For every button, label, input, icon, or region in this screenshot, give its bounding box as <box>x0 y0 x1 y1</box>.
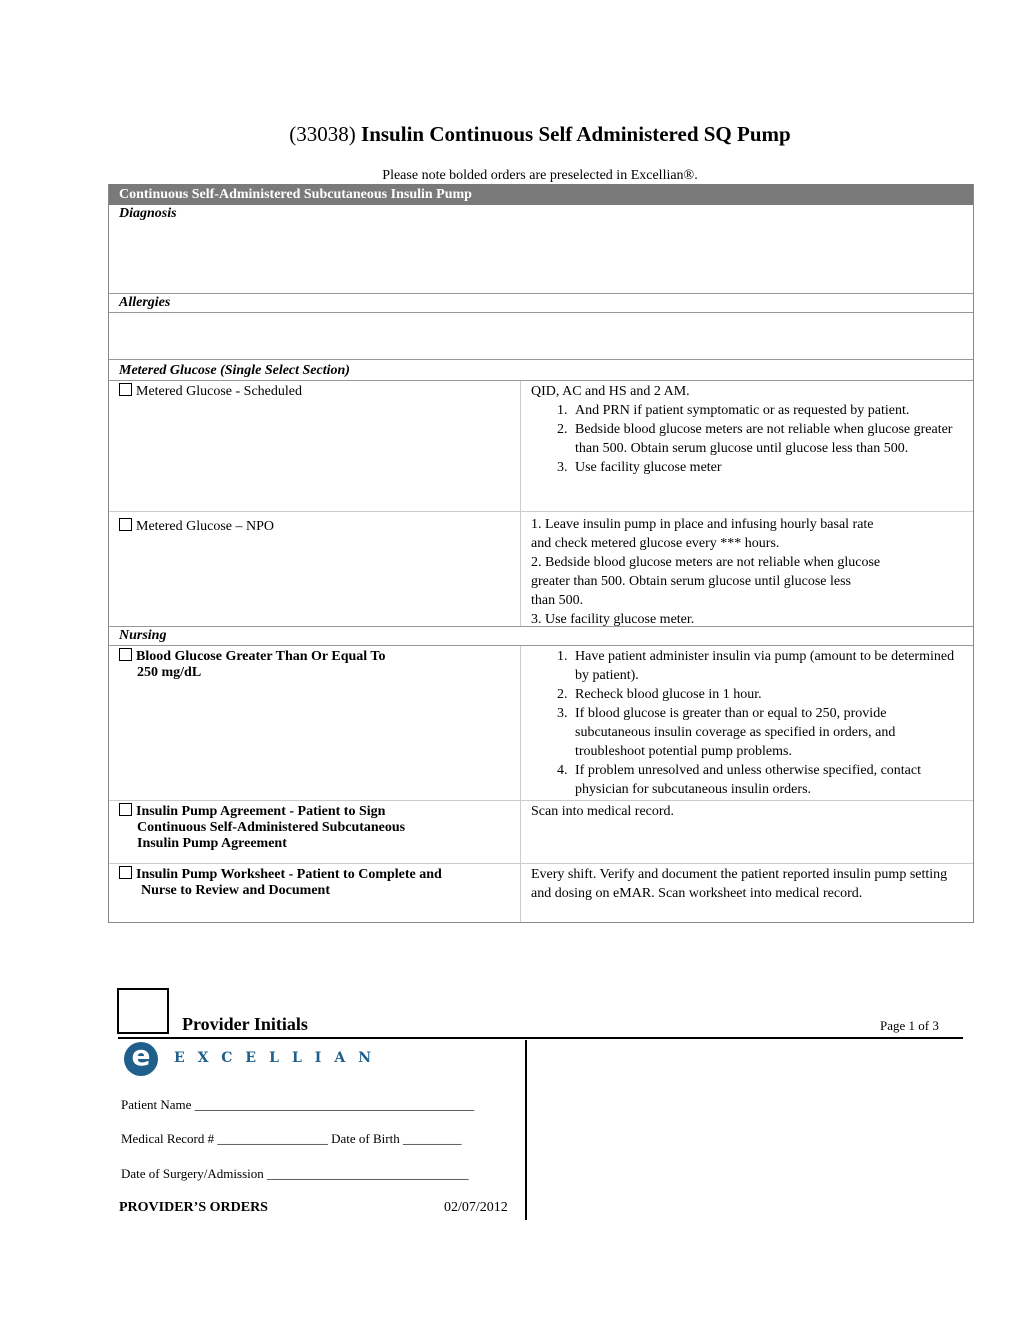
page-title <box>0 122 1020 147</box>
metered-glucose-header <box>109 360 973 381</box>
worksheet-option[interactable] <box>109 864 521 922</box>
list-item: 1. And PRN if patient symptomatic or as requested by patient. <box>571 401 963 420</box>
scheduled-option[interactable] <box>109 381 521 511</box>
scheduled-intro: QID, AC and HS and 2 AM. <box>531 384 690 399</box>
allergies-row <box>109 294 973 313</box>
list-item: greater than 500. Obtain serum glucose until glucose less <box>531 574 851 589</box>
medical-record-field[interactable]: Medical Record # _________________ Date of Birth _________ <box>121 1131 462 1146</box>
agreement-label-2: Continuous Self-Administered Subcutaneous <box>137 820 406 835</box>
vertical-divider <box>525 1040 527 1220</box>
list-item: than 500. <box>531 593 584 608</box>
npo-option[interactable] <box>109 512 521 626</box>
checkbox[interactable] <box>119 648 132 661</box>
worksheet-row <box>109 864 973 922</box>
checkbox[interactable] <box>119 866 132 879</box>
logo-word: EXCELLIAN <box>174 1050 384 1066</box>
order-code: (33038) <box>289 122 356 146</box>
metered-glucose-label: Metered Glucose (Single Select Section) <box>119 363 350 378</box>
list-item: 1. Have patient administer insulin via pump (amount to be determined by patient). <box>571 647 963 685</box>
checkbox[interactable] <box>119 803 132 816</box>
provider-orders-label: PROVIDER’S ORDERS <box>119 1200 268 1215</box>
agreement-option[interactable] <box>109 801 521 863</box>
list-item: 3. Use facility glucose meter <box>571 458 963 477</box>
list-item: 1. Leave insulin pump in place and infusing hourly basal rate <box>531 517 874 532</box>
npo-label: Metered Glucose – NPO <box>136 519 275 534</box>
provider-initials-label: Provider Initials <box>182 1014 308 1034</box>
agreement-label-3: Insulin Pump Agreement <box>137 836 287 851</box>
nursing-label: Nursing <box>119 628 167 643</box>
bg-label-2: 250 mg/dL <box>137 665 202 680</box>
page-number: Page 1 of 3 <box>880 1018 939 1033</box>
list-item: 2. Bedside blood glucose meters are not reliable when glucose greater than 500. Obtain serum glucose until glucose less than 500. <box>571 420 963 458</box>
allergies-input-area[interactable] <box>109 313 973 360</box>
bg-details <box>521 646 973 800</box>
bg-option[interactable] <box>109 646 521 800</box>
date-surgery-field[interactable]: Date of Surgery/Admission _______________________________ <box>121 1166 469 1181</box>
order-title: Insulin Continuous Self Administered SQ Pump <box>361 122 791 146</box>
logo-letter: e <box>131 1039 151 1072</box>
list-item: 3. If blood glucose is greater than or equal to 250, provide subcutaneous insulin coverage as specified in orders, and troubleshoot potential pump problems. <box>571 704 963 761</box>
provider-initials-box[interactable] <box>117 988 169 1034</box>
checkbox[interactable] <box>119 518 132 531</box>
diagnosis-label: Diagnosis <box>119 206 177 221</box>
form-band: Continuous Self-Administered Subcutaneous Insulin Pump <box>109 184 973 205</box>
excellian-logo <box>120 1039 384 1080</box>
list-item: 2. Recheck blood glucose in 1 hour. <box>571 685 963 704</box>
list-item: 2. Bedside blood glucose meters are not reliable when glucose <box>531 555 881 570</box>
scheduled-details <box>521 381 973 511</box>
bg-label: Blood Glucose Greater Than Or Equal To <box>136 649 386 664</box>
list-item: and check metered glucose every *** hours. <box>531 536 780 551</box>
list-item: 3. Use facility glucose meter. <box>531 612 695 627</box>
allergies-label: Allergies <box>119 295 171 310</box>
npo-details <box>521 512 973 626</box>
form-date: 02/07/2012 <box>444 1200 508 1215</box>
worksheet-label-2: Nurse to Review and Document <box>141 883 330 898</box>
order-form <box>108 184 974 923</box>
divider <box>118 1037 963 1039</box>
bg-row <box>109 646 973 801</box>
agreement-row <box>109 801 973 864</box>
scheduled-label: Metered Glucose - Scheduled <box>136 384 302 399</box>
agreement-details: Scan into medical record. <box>531 804 675 819</box>
patient-name-field[interactable]: Patient Name ___________________________________________ <box>121 1097 475 1112</box>
agreement-label: Insulin Pump Agreement - Patient to Sign <box>136 804 386 819</box>
checkbox[interactable] <box>119 383 132 396</box>
preselect-note: Please note bolded orders are preselected in Excellian®. <box>382 168 698 183</box>
worksheet-details: Every shift. Verify and document the patient reported insulin pump setting and dosing on eMAR. Scan worksheet into medical record. <box>531 867 948 901</box>
diagnosis-section <box>109 205 973 294</box>
npo-row <box>109 512 973 627</box>
scheduled-row <box>109 381 973 512</box>
worksheet-label: Insulin Pump Worksheet - Patient to Complete and <box>136 867 442 882</box>
nursing-header <box>109 627 973 646</box>
list-item: 4. If problem unresolved and unless otherwise specified, contact physician for subcutaneous insulin orders. <box>571 761 963 799</box>
